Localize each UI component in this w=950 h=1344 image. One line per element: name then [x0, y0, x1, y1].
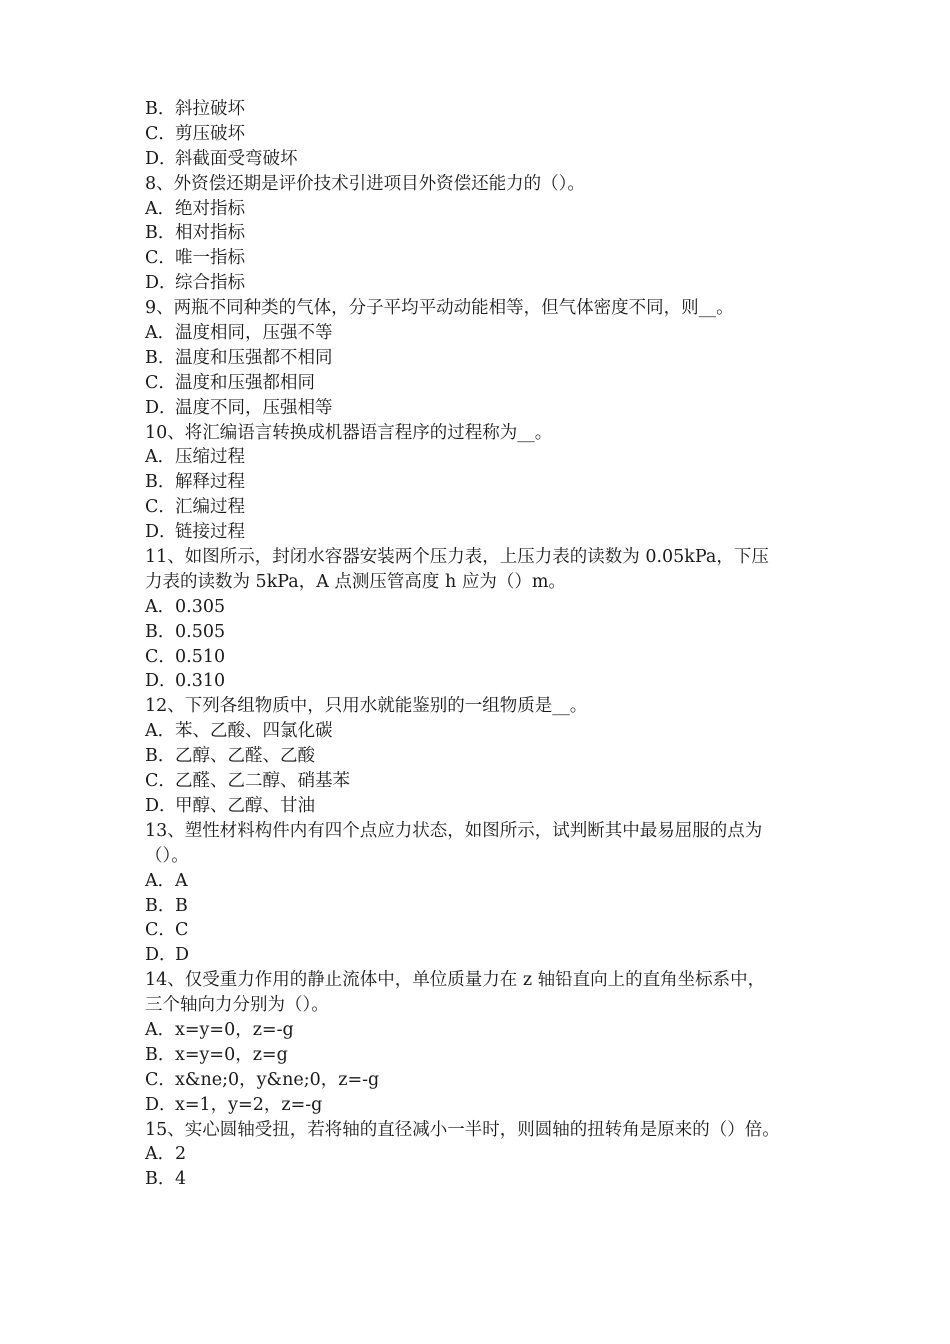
option-text: 乙醛、乙二醇、硝基苯: [175, 771, 350, 792]
option-letter: C．: [145, 123, 176, 144]
option-text: 综合指标: [175, 273, 245, 294]
option-line: [145, 271, 810, 296]
option-text: 温度和压强都相同: [175, 372, 315, 393]
question-stem-continuation: （）。: [145, 845, 189, 866]
option-text: 斜拉破坏: [175, 99, 245, 119]
option-text: x=y=0，z=g: [175, 1044, 288, 1065]
question-stem: 11、如图所示，封闭水容器安装两个压力表，上压力表的读数为 0.05kPa，下压: [145, 547, 769, 568]
option-letter: A．: [145, 721, 176, 742]
option-letter: D．: [145, 671, 177, 692]
option-line: [145, 869, 810, 894]
option-letter: C．: [145, 497, 176, 518]
option-line: [145, 321, 810, 346]
option-text: 绝对指标: [175, 198, 245, 219]
option-text: A: [175, 870, 188, 891]
question-stem: 8、外资偿还期是评价技术引进项目外资偿还能力的（）。: [145, 173, 585, 194]
option-line: [145, 221, 810, 246]
option-text: 链接过程: [175, 522, 245, 543]
option-line: [145, 147, 810, 172]
question-stem-continuation: 三个轴向力分别为（）。: [145, 995, 329, 1016]
option-letter: D．: [145, 1094, 177, 1115]
option-line: [145, 246, 810, 271]
option-text: 2: [175, 1144, 187, 1165]
option-line: [145, 197, 810, 222]
option-line: [145, 794, 810, 819]
question-stem-continuation: 力表的读数为 5kPa，A 点测压管高度 h 应为（）m。: [145, 571, 566, 592]
option-text: 剪压破坏: [175, 123, 245, 144]
option-text: 解释过程: [175, 472, 245, 493]
option-text: 0.310: [175, 671, 226, 692]
option-letter: D．: [145, 522, 177, 543]
option-line: [145, 1043, 810, 1068]
option-line: [145, 769, 810, 794]
option-text: 温度不同，压强相等: [175, 397, 333, 418]
option-line: [145, 371, 810, 396]
option-line: [145, 1018, 810, 1043]
option-line: [145, 595, 810, 620]
option-letter: B．: [145, 347, 176, 368]
option-text: 温度和压强都不相同: [175, 347, 333, 368]
option-line: [145, 645, 810, 670]
question-stem: 13、塑性材料构件内有四个点应力状态，如图所示，试判断其中最易屈服的点为: [145, 820, 763, 841]
option-letter: A．: [145, 198, 176, 219]
option-letter: C．: [145, 372, 176, 393]
option-line: [145, 669, 810, 694]
option-text: 汇编过程: [175, 497, 245, 518]
option-text: x=1，y=2，z=-g: [175, 1094, 323, 1115]
option-letter: B．: [145, 621, 176, 642]
option-letter: D．: [145, 945, 177, 966]
option-letter: C．: [145, 646, 176, 667]
option-letter: D．: [145, 273, 177, 294]
option-line: [145, 943, 810, 968]
option-line: [145, 470, 810, 495]
option-letter: B．: [145, 223, 176, 244]
option-letter: B．: [145, 472, 176, 493]
option-line: [145, 894, 810, 919]
option-letter: A．: [145, 870, 176, 891]
option-line: [145, 918, 810, 943]
option-line: [145, 1093, 810, 1118]
option-letter: C．: [145, 1069, 176, 1090]
option-letter: A．: [145, 1144, 176, 1165]
option-letter: D．: [145, 148, 177, 169]
option-line: [145, 1142, 810, 1167]
option-letter: A．: [145, 1019, 176, 1040]
question-stem: 14、仅受重力作用的静止流体中，单位质量力在 z 轴铅直向上的直角坐标系中，: [145, 970, 766, 991]
option-line: [145, 495, 810, 520]
option-line: [145, 620, 810, 645]
question-stem: 10、将汇编语言转换成机器语言程序的过程称为__。: [145, 422, 553, 443]
option-line: [145, 396, 810, 421]
option-letter: B．: [145, 895, 176, 916]
option-text: B: [175, 895, 188, 916]
question-stem: 12、下列各组物质中，只用水就能鉴别的一组物质是__。: [145, 696, 588, 717]
option-text: x&ne;0，y&ne;0，z=-g: [175, 1069, 380, 1090]
option-letter: C．: [145, 920, 176, 941]
option-text: 乙醇、乙醛、乙酸: [175, 746, 315, 767]
option-text: x=y=0，z=-g: [175, 1019, 294, 1040]
option-line: [145, 445, 810, 470]
option-letter: A．: [145, 596, 176, 617]
option-letter: D．: [145, 795, 177, 816]
option-line: [145, 122, 810, 147]
option-letter: B．: [145, 746, 176, 767]
option-text: 0.305: [175, 596, 226, 617]
option-letter: B．: [145, 1169, 176, 1190]
option-text: 温度相同，压强不等: [175, 323, 333, 344]
option-text: C: [175, 920, 189, 941]
option-text: 4: [175, 1169, 187, 1190]
option-text: 甲醇、乙醇、甘油: [175, 795, 315, 816]
option-text: 0.510: [175, 646, 226, 667]
option-text: 斜截面受弯破坏: [175, 148, 298, 169]
question-stem: 9、两瓶不同种类的气体，分子平均平动动能相等，但气体密度不同，则__。: [145, 298, 734, 319]
option-text: 0.505: [175, 621, 226, 642]
option-line: [145, 346, 810, 371]
option-line: [145, 1068, 810, 1093]
option-line: [145, 719, 810, 744]
option-letter: D．: [145, 397, 177, 418]
option-line: [145, 97, 810, 122]
option-letter: A．: [145, 323, 176, 344]
option-text: 唯一指标: [175, 248, 245, 269]
question-list: [145, 97, 810, 1192]
option-text: 苯、乙酸、四氯化碳: [175, 721, 333, 742]
option-text: 压缩过程: [175, 447, 245, 468]
option-text: D: [175, 945, 190, 966]
option-line: [145, 744, 810, 769]
option-text: 相对指标: [175, 223, 245, 244]
question-stem: 15、实心圆轴受扭，若将轴的直径减小一半时，则圆轴的扭转角是原来的（）倍。: [145, 1119, 780, 1140]
option-line: [145, 1167, 810, 1192]
option-letter: B．: [145, 1044, 176, 1065]
option-letter: C．: [145, 771, 176, 792]
option-line: [145, 520, 810, 545]
option-letter: B．: [145, 99, 176, 119]
option-letter: A．: [145, 447, 176, 468]
option-letter: C．: [145, 248, 176, 269]
